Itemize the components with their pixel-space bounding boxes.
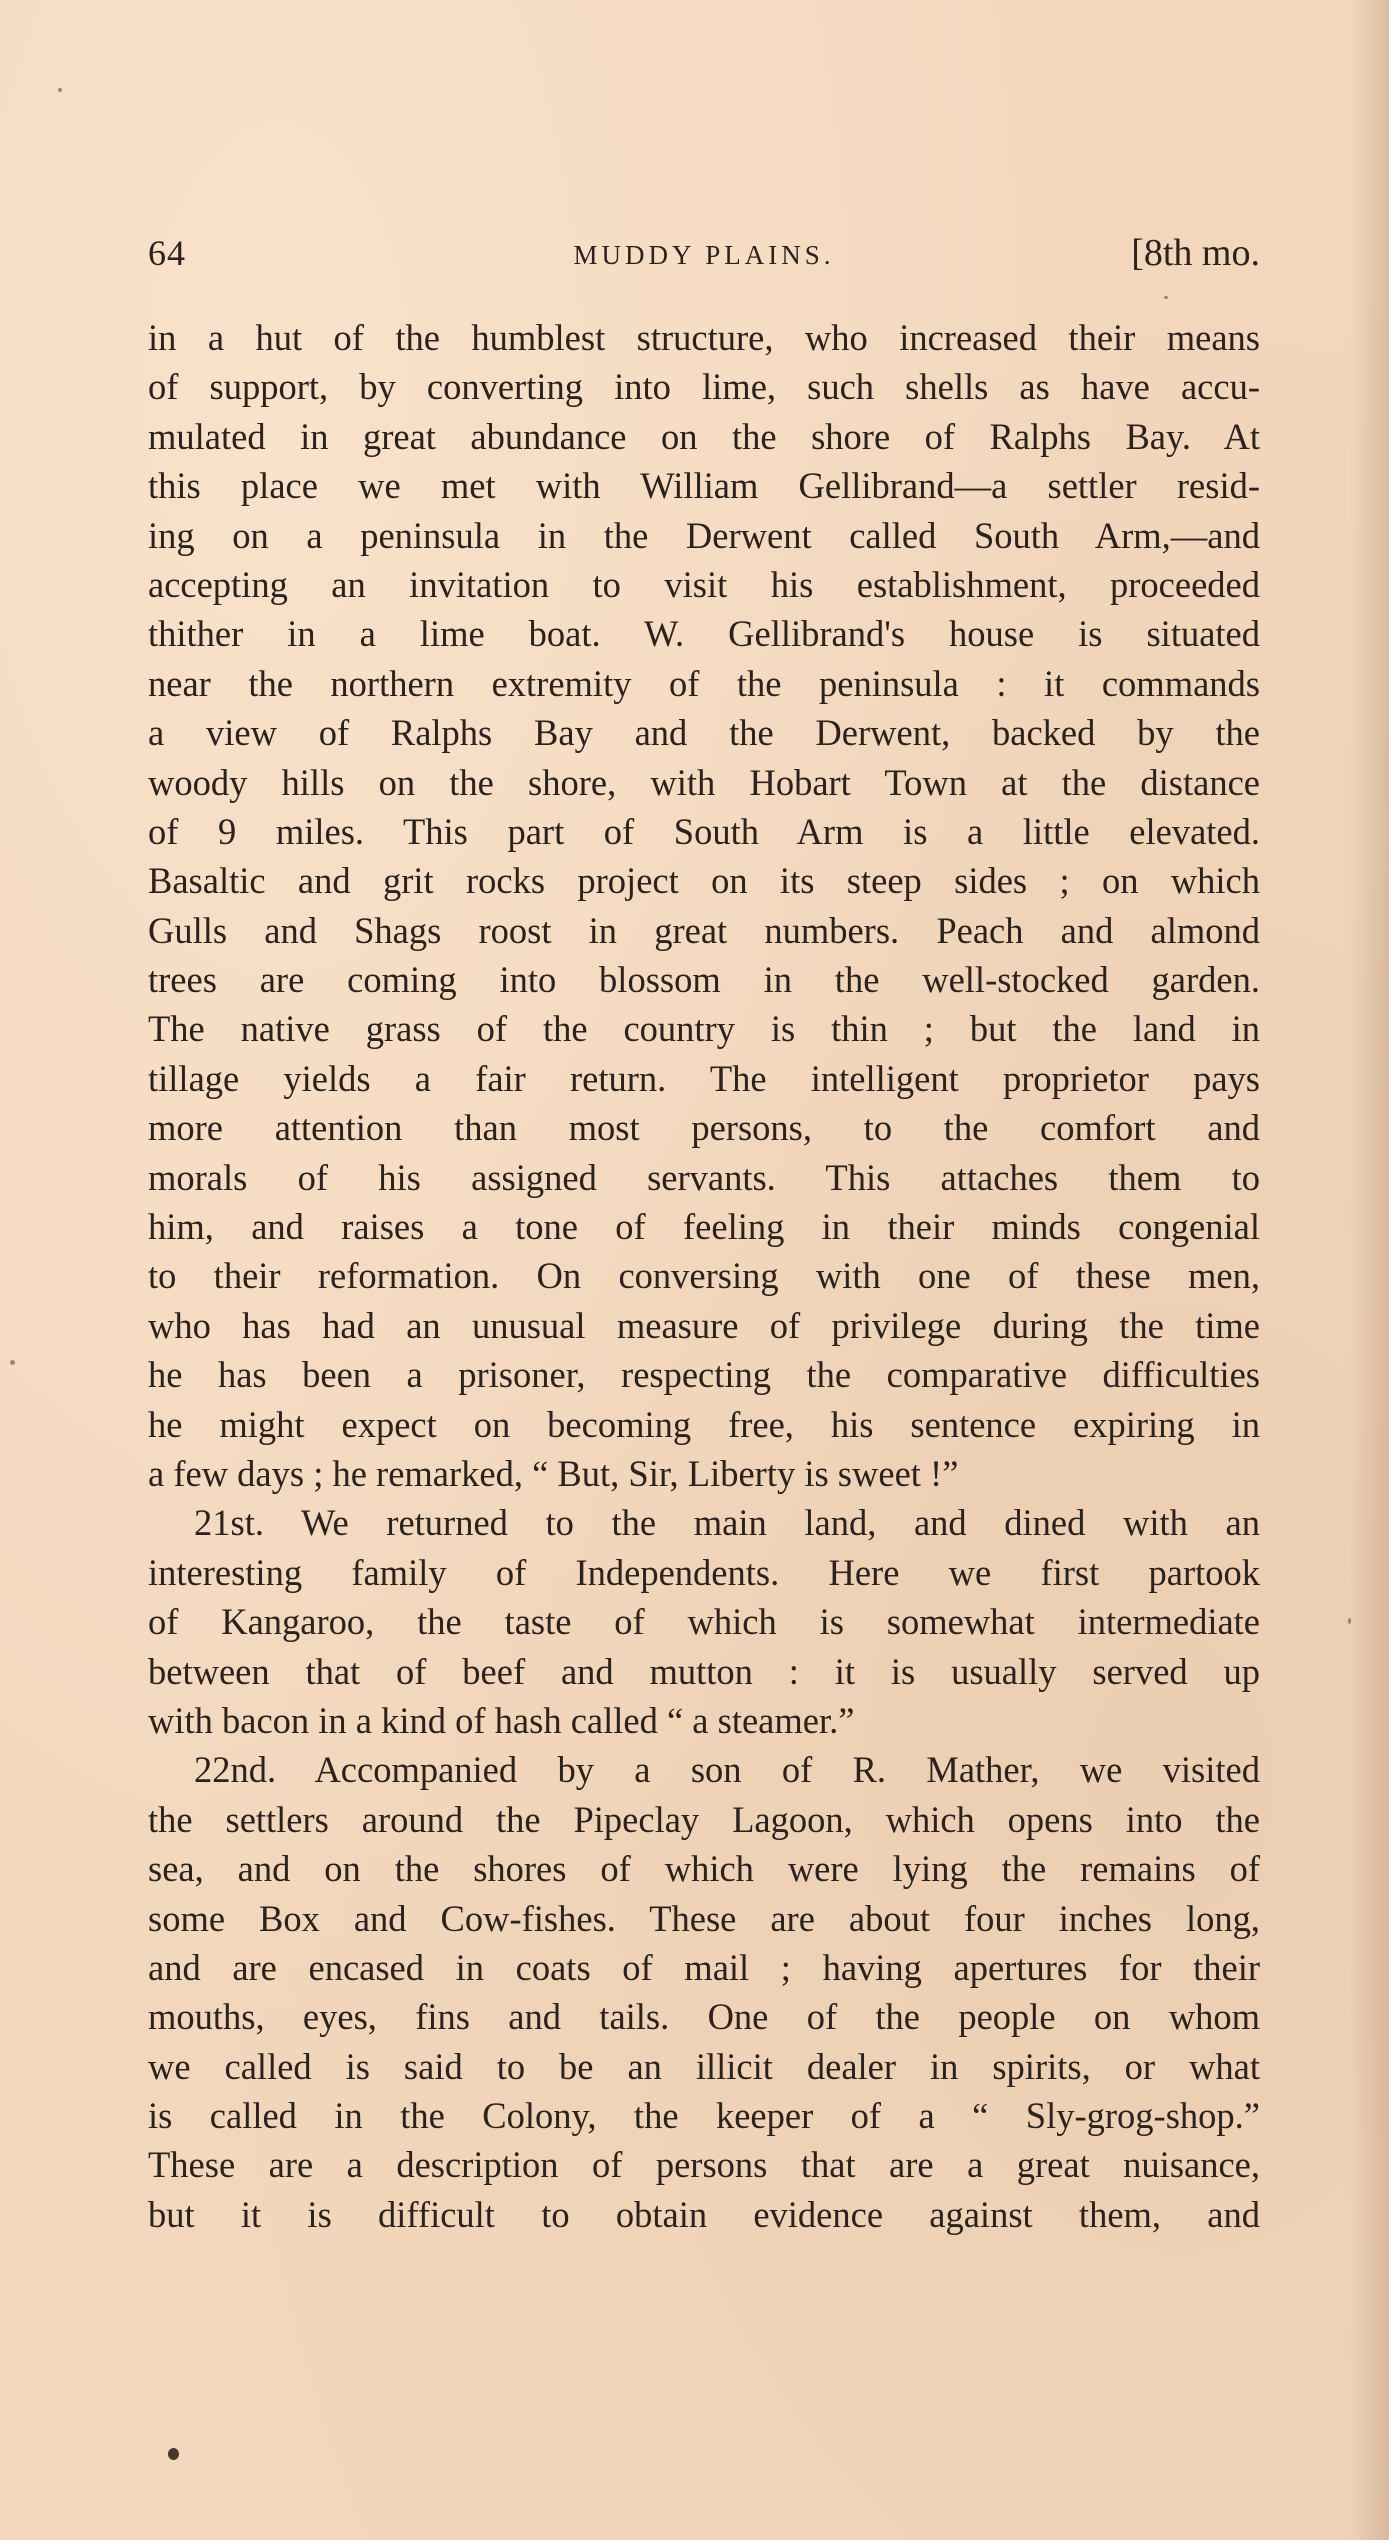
text-line: some Box and Cow-fishes. These are about four inches long, xyxy=(148,1897,1260,1939)
text-line: a few days ; he remarked, “ But, Sir, Liberty is sweet !” xyxy=(148,1452,959,1494)
text-line: is called in the Colony, the keeper of a “ Sly-grog-shop.” xyxy=(148,2095,1260,2137)
text-line: of Kangaroo, the taste of which is somewhat intermediate xyxy=(148,1601,1260,1643)
text-line: between that of beef and mutton : it is usually served up xyxy=(148,1650,1260,1692)
text-line: tillage yields a fair return. The intelligent proprietor pays xyxy=(148,1057,1260,1099)
body-text xyxy=(148,313,1260,2239)
text-line: mulated in great abundance on the shore of Ralphs Bay. At xyxy=(148,415,1260,457)
text-line: Basaltic and grit rocks project on its steep sides ; on which xyxy=(148,860,1260,902)
text-line: mouths, eyes, fins and tails. One of the people on whom xyxy=(148,1996,1260,2038)
text-line: 21st. We returned to the main land, and dined with an xyxy=(194,1502,1260,1544)
text-line: more attention than most persons, to the comfort and xyxy=(148,1107,1260,1149)
text-line: Gulls and Shags roost in great numbers. Peach and almond xyxy=(148,909,1260,951)
paper-speck xyxy=(10,1360,15,1365)
paper-speck xyxy=(168,2448,179,2460)
text-line: near the northern extremity of the peninsula : it commands xyxy=(148,662,1260,704)
running-head xyxy=(148,228,1260,278)
text-line: interesting family of Independents. Here we first partook xyxy=(148,1551,1260,1593)
paper-speck xyxy=(1348,1618,1351,1624)
text-line: The native grass of the country is thin ; but the land in xyxy=(148,1008,1260,1050)
page-edge-shadow xyxy=(1349,0,1389,2540)
running-date: [8th mo. xyxy=(1131,232,1260,274)
text-line: 22nd. Accompanied by a son of R. Mather, we visited xyxy=(194,1749,1260,1791)
paper-speck xyxy=(1164,296,1168,299)
text-line: woody hills on the shore, with Hobart Town at the distance xyxy=(148,761,1260,803)
text-line: ing on a peninsula in the Derwent called South Arm,—and xyxy=(148,514,1260,556)
text-line: him, and raises a tone of feeling in their minds congenial xyxy=(148,1206,1260,1248)
text-line: These are a description of persons that are a great nuisance, xyxy=(148,2144,1260,2186)
text-line: he has been a prisoner, respecting the comparative difficulties xyxy=(148,1354,1260,1396)
text-line: a view of Ralphs Bay and the Derwent, backed by the xyxy=(148,712,1260,754)
text-line: who has had an unusual measure of privilege during the time xyxy=(148,1304,1260,1346)
text-line: he might expect on becoming free, his sentence expiring in xyxy=(148,1403,1260,1445)
text-line: but it is difficult to obtain evidence against them, and xyxy=(148,2193,1260,2235)
text-line: with bacon in a kind of hash called “ a steamer.” xyxy=(148,1699,855,1741)
text-line: accepting an invitation to visit his establishment, proceeded xyxy=(148,563,1260,605)
text-line: we called is said to be an illicit dealer in spirits, or what xyxy=(148,2045,1260,2087)
text-line: thither in a lime boat. W. Gellibrand's house is situated xyxy=(148,613,1260,655)
text-line: of 9 miles. This part of South Arm is a little elevated. xyxy=(148,810,1260,852)
text-line: to their reformation. On conversing with one of these men, xyxy=(148,1255,1260,1297)
text-line: in a hut of the humblest structure, who increased their means xyxy=(148,317,1260,358)
text-line: morals of his assigned servants. This attaches them to xyxy=(148,1156,1260,1198)
text-line: sea, and on the shores of which were lying the remains of xyxy=(148,1848,1260,1890)
running-title: MUDDY PLAINS. xyxy=(573,240,835,270)
text-line: and are encased in coats of mail ; having apertures for their xyxy=(148,1946,1260,1988)
text-line: trees are coming into blossom in the well-stocked garden. xyxy=(148,959,1260,1001)
paper-speck xyxy=(58,88,62,92)
text-line: this place we met with William Gellibrand—a settler resid- xyxy=(148,465,1260,507)
text-line: the settlers around the Pipeclay Lagoon, which opens into the xyxy=(148,1798,1260,1840)
page-number: 64 xyxy=(148,233,186,273)
text-line: of support, by converting into lime, such shells as have accu- xyxy=(148,366,1260,408)
